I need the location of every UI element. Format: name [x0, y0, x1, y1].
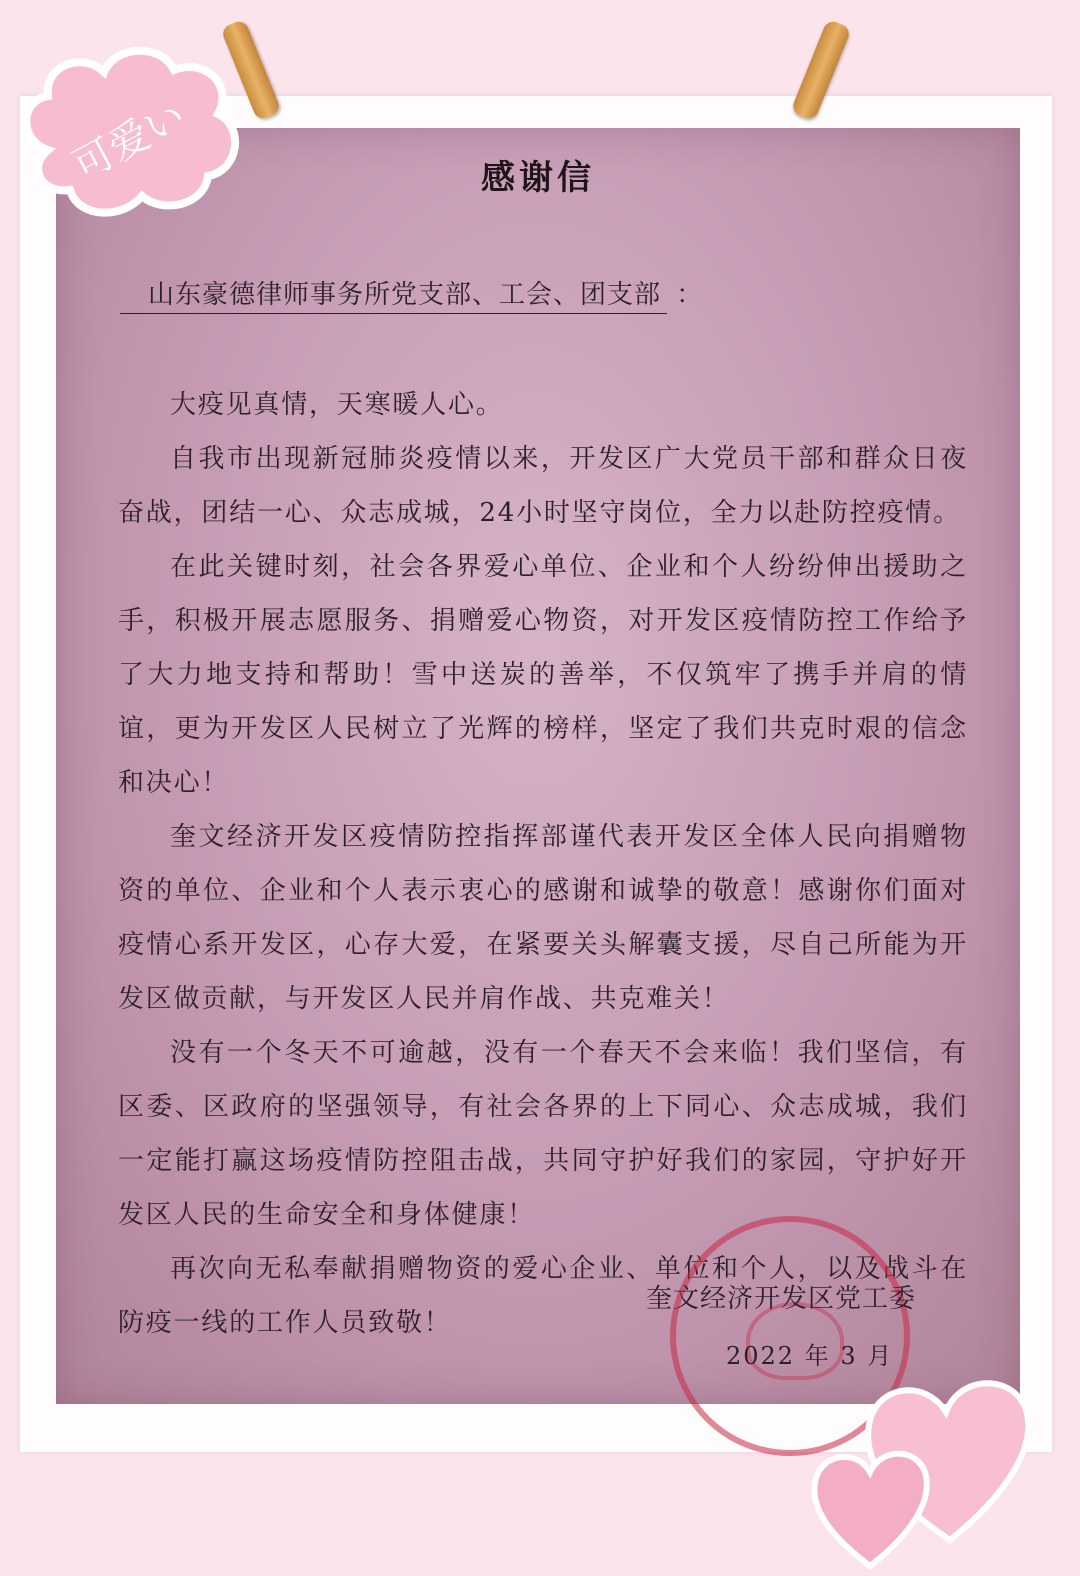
- letter-body: [118, 378, 968, 1350]
- hearts-decoration: [800, 1340, 1070, 1570]
- letter-title: 感谢信: [481, 158, 595, 198]
- letter-paragraph: 在此关键时刻，社会各界爱心单位、企业和个人纷纷伸出援助之手，积极开展志愿服务、捐赠爱心物资，对开发区疫情防控工作给予了大力地支持和帮助！雪中送炭的善举，不仅筑牢了携手并肩的情谊，更为开发区人民树立了光辉的榜样，坚定了我们共克时艰的信念和决心！: [118, 552, 968, 798]
- letter-paper: [56, 128, 1020, 1404]
- heart-icon: [814, 1454, 926, 1566]
- letter-paragraph: 没有一个冬天不可逾越，没有一个春天不会来临！我们坚信，有区委、区政府的坚强领导，有社会各界的上下同心、众志成城，我们一定能打赢这场疫情防控阻击战，共同守护好我们的家园，守护好开发区人民的生命安全和身体健康！: [118, 1038, 968, 1230]
- letter-paragraph: 大疫见真情，天寒暖人心。: [170, 390, 504, 420]
- recipient-colon: ：: [676, 280, 704, 310]
- letter-signer: 奎文经济开发区党工委: [646, 1284, 917, 1314]
- letter-date: 2022 年 3 月: [726, 1342, 894, 1370]
- letter-paragraph: 奎文经济开发区疫情防控指挥部谨代表开发区全体人民向捐赠物资的单位、企业和个人表示衷心的感谢和诚挚的敬意！感谢你们面对疫情心系开发区，心存大爱，在紧要关头解囊支援，尽自己所能为开发区做贡献，与开发区人民并肩作战、共克难关！: [118, 822, 968, 1014]
- letter-paragraph: 再次向无私奉献捐赠物资的爱心企业、单位和个人，以及战斗在防疫一线的工作人员致敬！: [118, 1254, 968, 1338]
- cute-cloud-sticker: [8, 30, 248, 230]
- letter-recipient: [120, 274, 703, 314]
- recipient-name: 山东豪德律师事务所党支部、工会、团支部: [120, 274, 667, 314]
- sticker-label: 可爱い: [65, 92, 194, 190]
- letter-paragraph: 自我市出现新冠肺炎疫情以来，开发区广大党员干部和群众日夜奋战，团结一心、众志成城，24小时坚守岗位，全力以赴防控疫情。: [118, 444, 968, 528]
